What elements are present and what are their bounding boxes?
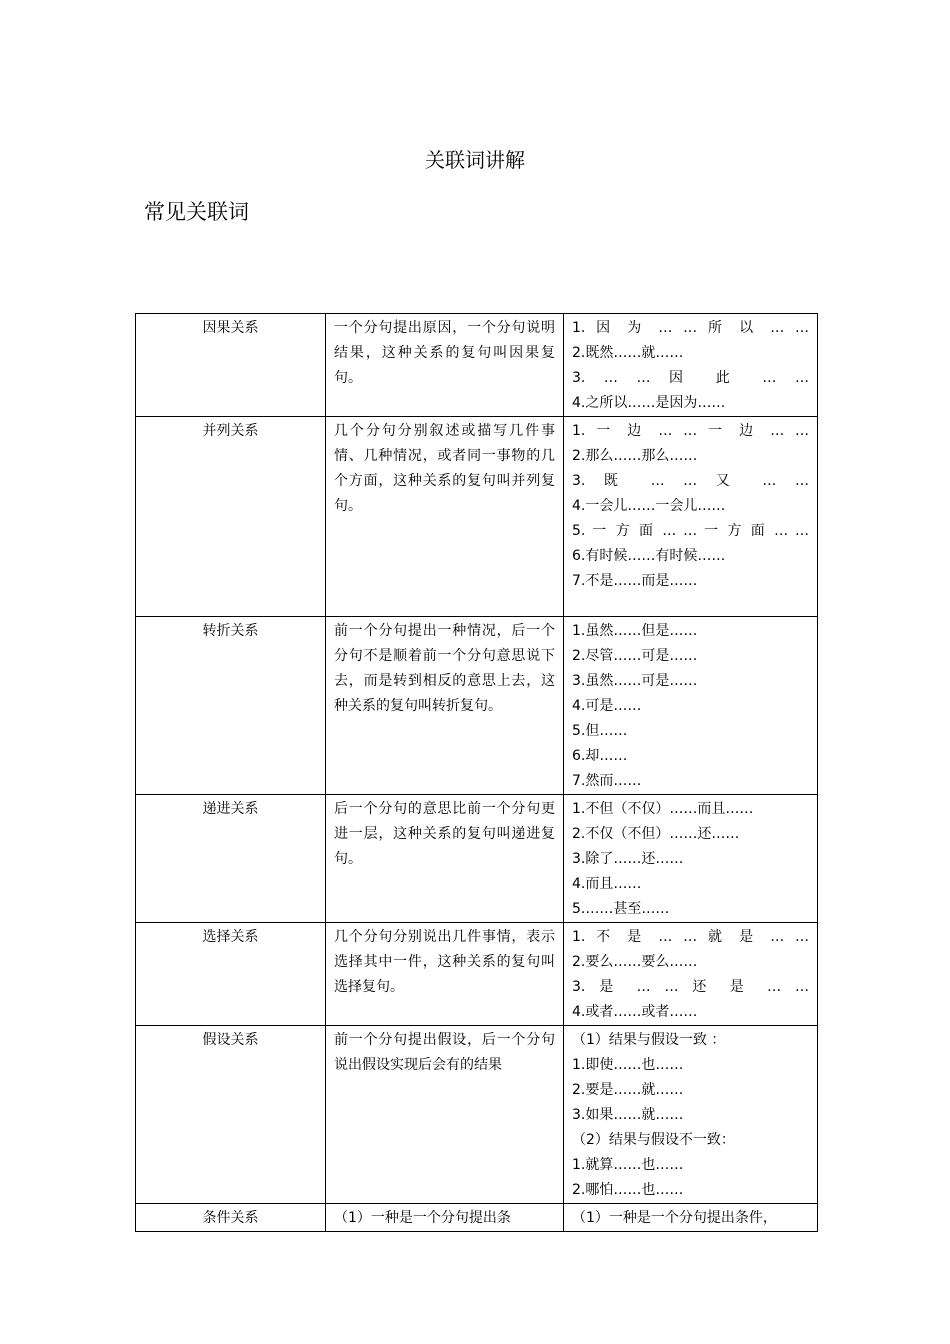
connective-subheading: （1）结果与假设一致 ： xyxy=(572,1032,726,1048)
relation-description: 前一个分句提出一种情况，后一个分句不是顺着前一个分句意思说下去，而是转到相反的意思上去，这种关系的复句叫转折复句。 xyxy=(334,623,555,714)
connectives-cell xyxy=(564,795,818,923)
conjunction-table xyxy=(135,313,818,1232)
connectives-cell xyxy=(564,923,818,1026)
relation-description: 后一个分句的意思比前一个分句更进一层，这种关系的复句叫递进复句。 xyxy=(334,801,555,867)
connective-item: 6.有时候……有时候…… xyxy=(572,548,726,564)
connective-item: 5. 一 方 面 … … 一 方 面 … … xyxy=(572,523,809,539)
table-row xyxy=(136,1204,818,1232)
connective-item: （1）一种是一个分句提出条件， xyxy=(572,1210,777,1226)
connective-item: 1. 不 是 … … 就 是 … … xyxy=(572,929,809,945)
connective-item: 1. 因 为 … … 所 以 … … xyxy=(572,320,809,336)
connective-item: 1.不但（不仅）……而且…… xyxy=(572,801,754,817)
connective-item: 3.虽然……可是…… xyxy=(572,673,698,689)
connective-item: 3. 既 … … 又 … … xyxy=(572,473,809,489)
connective-item: 5.但…… xyxy=(572,723,628,739)
connective-item: 3. 是 … … 还 是 … … xyxy=(572,979,809,995)
relation-description: 几个分句分别说出几件事情，表示选择其中一件，这种关系的复句叫选择复句。 xyxy=(334,929,555,995)
connective-subheading: （2）结果与假设不一致： xyxy=(572,1132,735,1148)
relation-description: （1）一种是一个分句提出条 xyxy=(334,1210,511,1226)
relation-type-cell: 条件关系 xyxy=(136,1204,326,1232)
connective-item: 7.不是……而是…… xyxy=(572,573,698,589)
table-row xyxy=(136,795,818,923)
connective-item: 2.要是……就…… xyxy=(572,1082,684,1098)
connective-item: 1.就算……也…… xyxy=(572,1157,684,1173)
table-row xyxy=(136,417,818,617)
connective-item: 2.哪怕……也…… xyxy=(572,1182,684,1198)
connective-item: 1. 一 边 … … 一 边 … … xyxy=(572,423,809,439)
connective-item: 2.既然……就…… xyxy=(572,345,684,361)
connective-item: 4.可是…… xyxy=(572,698,642,714)
connective-item: 2.尽管……可是…… xyxy=(572,648,698,664)
relation-type-cell: 假设关系 xyxy=(136,1026,326,1204)
relation-description-cell xyxy=(326,417,564,617)
connective-item: 3.除了……还…… xyxy=(572,851,684,867)
connective-item: 4.或者……或者…… xyxy=(572,1004,698,1020)
relation-type-cell: 选择关系 xyxy=(136,923,326,1026)
relation-description-cell xyxy=(326,1204,564,1232)
relation-description: 几个分句分别叙述或描写几件事情、几种情况，或者同一事物的几个方面，这种关系的复句叫并列复句。 xyxy=(334,423,555,514)
connective-item: 4.一会儿……一会儿…… xyxy=(572,498,726,514)
connective-item: 2.那么……那么…… xyxy=(572,448,698,464)
connective-item: 3. … … 因 此 … … xyxy=(572,370,809,386)
connectives-cell xyxy=(564,314,818,417)
relation-description-cell xyxy=(326,1026,564,1204)
connectives-cell xyxy=(564,1204,818,1232)
relation-description: 一个分句提出原因，一个分句说明结果，这种关系的复句叫因果复句。 xyxy=(334,320,555,386)
table-row xyxy=(136,923,818,1026)
table-row xyxy=(136,314,818,417)
relation-description-cell xyxy=(326,617,564,795)
connective-item: 2.不仅（不但）……还…… xyxy=(572,826,740,842)
relation-type-cell: 转折关系 xyxy=(136,617,326,795)
relation-description-cell xyxy=(326,923,564,1026)
relation-type-cell: 因果关系 xyxy=(136,314,326,417)
relation-type-cell: 递进关系 xyxy=(136,795,326,923)
connectives-cell xyxy=(564,417,818,617)
connective-item: 5.……甚至…… xyxy=(572,901,670,917)
relation-description-cell xyxy=(326,795,564,923)
section-heading: 常见关联词 xyxy=(144,200,249,224)
document-title: 关联词讲解 xyxy=(425,148,525,172)
connective-item: 3.如果……就…… xyxy=(572,1107,684,1123)
relation-description-cell xyxy=(326,314,564,417)
connective-item: 6.却…… xyxy=(572,748,628,764)
table-row xyxy=(136,1026,818,1204)
connective-item: 1.虽然……但是…… xyxy=(572,623,698,639)
relation-description: 前一个分句提出假设，后一个分句说出假设实现后会有的结果 xyxy=(334,1032,555,1073)
connective-item: 4.而且…… xyxy=(572,876,642,892)
connective-item: 4.之所以……是因为…… xyxy=(572,395,726,411)
connectives-cell xyxy=(564,1026,818,1204)
table-row xyxy=(136,617,818,795)
relation-type-cell: 并列关系 xyxy=(136,417,326,617)
connective-item: 7.然而…… xyxy=(572,773,642,789)
connective-item: 2.要么……要么…… xyxy=(572,954,698,970)
connectives-cell xyxy=(564,617,818,795)
connective-item: 1.即使……也…… xyxy=(572,1057,684,1073)
